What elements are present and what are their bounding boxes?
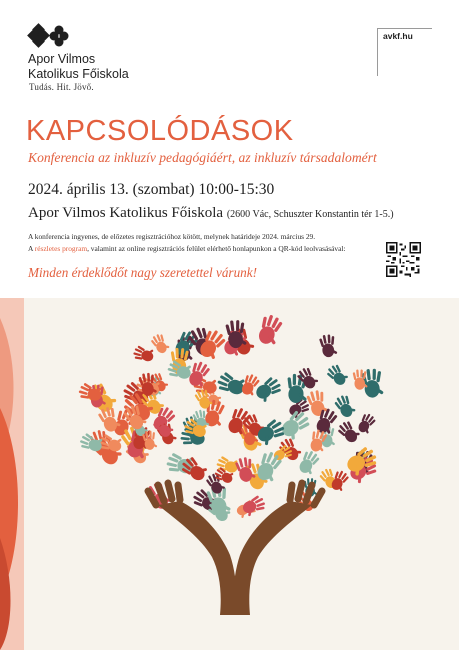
hand-icon xyxy=(254,312,285,347)
qr-code-icon[interactable] xyxy=(386,242,421,277)
event-title: KAPCSOLÓDÁSOK xyxy=(26,115,294,147)
registration-info xyxy=(28,231,378,255)
tree-trunk-hands xyxy=(148,483,322,615)
info-line-2 xyxy=(28,243,378,255)
info-suffix: , valamint az online regisztrációs felület elérhető honlapunkon a QR-kód leolvasásával: xyxy=(87,244,346,253)
hand-icon xyxy=(336,418,362,445)
hand-icon xyxy=(149,332,171,356)
hand-icon xyxy=(355,411,378,435)
info-line-1: A konferencia ingyenes, de előzetes regisztrációhoz kötött, melynek határideje 2024. március 29. xyxy=(28,232,316,241)
venue-name: Apor Vilmos Katolikus Főiskola xyxy=(28,205,224,221)
divider-horizontal xyxy=(378,28,432,29)
hand-icon xyxy=(325,362,350,388)
hand-icon xyxy=(215,369,248,399)
event-subtitle: Konferencia az inkluzív pedagógiáért, az inkluzív társadalomért xyxy=(28,150,377,165)
institution-line-1: Apor Vilmos xyxy=(28,52,96,66)
hands-canopy xyxy=(77,312,384,524)
institution-name xyxy=(28,52,129,81)
hand-icon xyxy=(179,454,210,485)
event-venue xyxy=(28,205,394,222)
hand-icon xyxy=(132,344,156,365)
tree-of-hands-illustration xyxy=(60,305,410,615)
hand-icon xyxy=(277,407,313,442)
poster-top xyxy=(0,0,459,298)
hand-icon xyxy=(319,334,338,358)
motto: Tudás. Hit. Jövő. xyxy=(29,82,94,92)
program-link[interactable]: részletes program xyxy=(34,244,88,253)
venue-address: (2600 Vác, Schuszter Konstantin tér 1-5.) xyxy=(226,209,394,220)
divider-vertical xyxy=(377,28,378,76)
decorative-stripe xyxy=(0,298,24,650)
website-link[interactable]: avkf.hu xyxy=(383,31,413,41)
institution-line-2: Katolikus Főiskola xyxy=(28,66,129,81)
info-prefix: A xyxy=(28,244,35,253)
hand-icon xyxy=(253,375,285,405)
event-date: 2024. április 13. (szombat) 10:00-15:30 xyxy=(28,181,275,198)
welcome-message: Minden érdeklődőt nagy szeretettel várunk! xyxy=(28,265,257,280)
